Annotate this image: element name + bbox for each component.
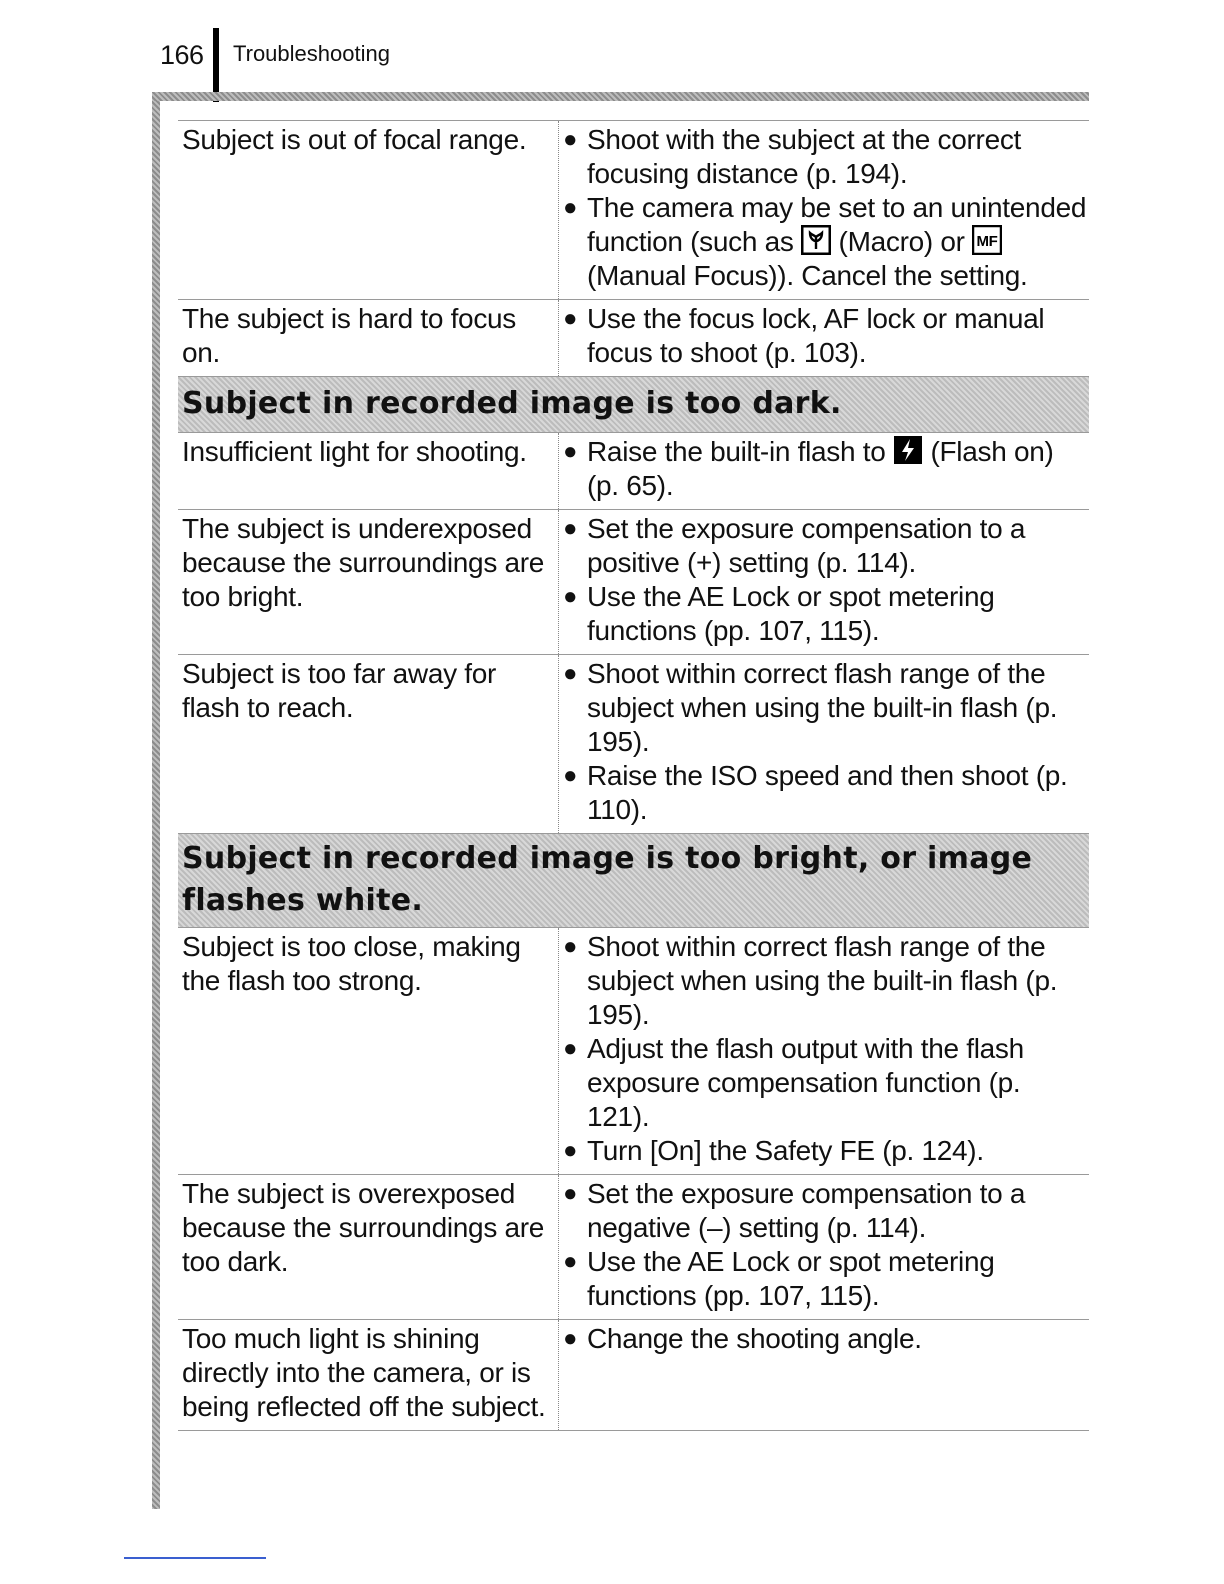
remedies-cell <box>559 300 1089 376</box>
bullet-icon: ● <box>563 1035 578 1062</box>
bullet-icon: ● <box>563 660 578 687</box>
remedies-cell <box>559 655 1089 833</box>
section-name: Troubleshooting <box>233 41 390 66</box>
bullet-icon: ● <box>563 583 578 610</box>
bullet-icon: ● <box>563 933 578 960</box>
remedies-cell <box>559 1320 1089 1430</box>
remedies-cell <box>559 1175 1089 1319</box>
svg-text:MF: MF <box>976 233 998 250</box>
remedy-text: Shoot within correct flash range of the subject when using the built-in flash (p. 195). <box>587 931 1058 1030</box>
remedy-item <box>563 123 1089 191</box>
remedy-text: Shoot within correct flash range of the subject when using the built-in flash (p. 195). <box>587 658 1058 757</box>
table-row <box>178 509 1089 654</box>
bullet-icon: ● <box>563 438 578 465</box>
remedy-text: Turn [On] the Safety FE (p. 124). <box>587 1135 984 1166</box>
section-heading: Subject in recorded image is too bright, or image flashes white. <box>178 833 1089 927</box>
remedy-text: Raise the ISO speed and then shoot (p. 110). <box>587 760 1068 825</box>
remedy-item <box>563 580 1089 648</box>
remedy-text: Change the shooting angle. <box>587 1323 922 1354</box>
table-row <box>178 120 1089 299</box>
bullet-icon: ● <box>563 762 578 789</box>
cause-cell: Subject is too far away for flash to reach. <box>178 655 559 833</box>
remedy-item <box>563 435 1089 503</box>
remedies-cell <box>559 433 1089 509</box>
bullet-icon: ● <box>563 305 578 332</box>
table-row <box>178 654 1089 833</box>
table-row <box>178 1319 1089 1431</box>
remedies-cell <box>559 928 1089 1174</box>
bullet-icon: ● <box>563 126 578 153</box>
bullet-icon: ● <box>563 1180 578 1207</box>
cause-cell: Subject is out of focal range. <box>178 121 559 299</box>
bullet-icon: ● <box>563 1248 578 1275</box>
bullet-icon: ● <box>563 1137 578 1164</box>
cause-cell: Insufficient light for shooting. <box>178 433 559 509</box>
remedy-item <box>563 512 1089 580</box>
remedy-text-part: (Macro) or <box>831 226 973 257</box>
remedy-item <box>563 302 1089 370</box>
bullet-icon: ● <box>563 515 578 542</box>
remedy-text-part: Raise the built-in flash to <box>587 436 893 467</box>
manual-focus-icon <box>972 225 1002 255</box>
table-row <box>178 927 1089 1174</box>
macro-icon <box>801 225 831 255</box>
left-bar <box>152 101 160 1509</box>
section-heading: Subject in recorded image is too dark. <box>178 376 1089 432</box>
remedy-text-part: (Manual Focus)). Cancel the setting. <box>587 260 1028 291</box>
bullet-icon: ● <box>563 1325 578 1352</box>
remedy-item <box>563 1177 1089 1245</box>
remedy-item <box>563 1322 1089 1356</box>
remedy-item <box>563 657 1089 759</box>
remedy-item <box>563 759 1089 827</box>
cause-cell: Subject is too close, making the flash too strong. <box>178 928 559 1174</box>
remedy-text: Shoot with the subject at the correct focusing distance (p. 194). <box>587 124 1022 189</box>
cause-cell: Too much light is shining directly into the camera, or is being reflected off the subject. <box>178 1320 559 1430</box>
bullet-icon: ● <box>563 194 578 221</box>
table-row <box>178 299 1089 376</box>
remedy-text: Set the exposure compensation to a negative (–) setting (p. 114). <box>587 1178 1026 1243</box>
remedy-item <box>563 1245 1089 1313</box>
remedy-text: Set the exposure compensation to a positive (+) setting (p. 114). <box>587 513 1026 578</box>
remedies-cell <box>559 121 1089 299</box>
header-rule <box>213 28 219 102</box>
flash-icon <box>893 435 923 465</box>
remedy-text: Use the focus lock, AF lock or manual focus to shoot (p. 103). <box>587 303 1045 368</box>
table-row <box>178 432 1089 509</box>
remedy-text <box>587 435 1089 503</box>
remedy-item <box>563 191 1089 293</box>
top-band <box>152 92 1089 101</box>
remedy-item <box>563 930 1089 1032</box>
troubleshooting-table <box>178 120 1089 1431</box>
remedy-text: Use the AE Lock or spot metering functions (pp. 107, 115). <box>587 581 995 646</box>
table-row <box>178 1174 1089 1319</box>
remedies-cell <box>559 510 1089 654</box>
remedy-text <box>587 191 1089 293</box>
page-number: 166 <box>160 40 204 70</box>
remedy-text: Use the AE Lock or spot metering functions (pp. 107, 115). <box>587 1246 995 1311</box>
remedy-text: Adjust the flash output with the flash exposure compensation function (p. 121). <box>587 1033 1024 1132</box>
footer-line <box>124 1557 266 1559</box>
cause-cell: The subject is overexposed because the surroundings are too dark. <box>178 1175 559 1319</box>
remedy-text-part: (Flash on) (p. 65). <box>587 436 1054 501</box>
cause-cell: The subject is hard to focus on. <box>178 300 559 376</box>
remedy-item <box>563 1134 1089 1168</box>
cause-cell: The subject is underexposed because the surroundings are too bright. <box>178 510 559 654</box>
remedy-text-part: The camera may be set to an unintended function (such as <box>587 192 1087 257</box>
remedy-item <box>563 1032 1089 1134</box>
